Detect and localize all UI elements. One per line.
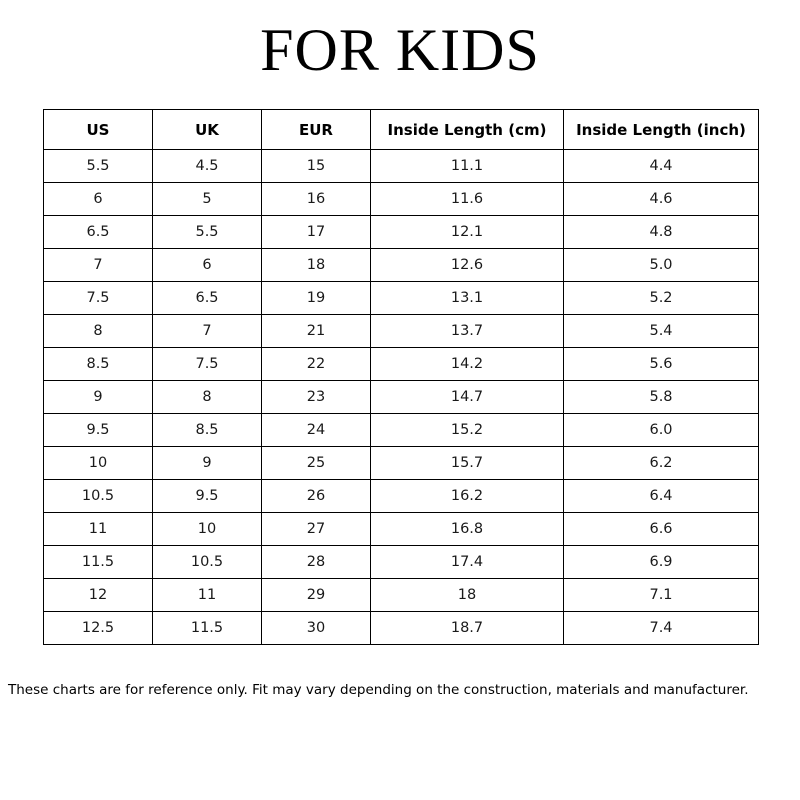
cell-us: 12 — [44, 579, 153, 612]
cell-us: 9 — [44, 381, 153, 414]
cell-uk: 11 — [153, 579, 262, 612]
cell-eur: 16 — [262, 183, 371, 216]
cell-us: 6 — [44, 183, 153, 216]
cell-us: 9.5 — [44, 414, 153, 447]
table-row — [44, 249, 759, 282]
cell-length-inch: 5.8 — [564, 381, 759, 414]
cell-length-cm: 14.7 — [371, 381, 564, 414]
cell-uk: 7 — [153, 315, 262, 348]
size-chart-table — [43, 109, 759, 645]
cell-length-inch: 7.1 — [564, 579, 759, 612]
table-row — [44, 579, 759, 612]
cell-us: 10 — [44, 447, 153, 480]
header-inside-length-cm: Inside Length (cm) — [371, 110, 564, 150]
cell-length-inch: 6.6 — [564, 513, 759, 546]
cell-eur: 22 — [262, 348, 371, 381]
cell-us: 6.5 — [44, 216, 153, 249]
cell-length-inch: 6.9 — [564, 546, 759, 579]
cell-uk: 11.5 — [153, 612, 262, 645]
cell-eur: 26 — [262, 480, 371, 513]
cell-us: 7 — [44, 249, 153, 282]
cell-length-inch: 5.6 — [564, 348, 759, 381]
table-row — [44, 183, 759, 216]
cell-length-cm: 11.1 — [371, 150, 564, 183]
header-us: US — [44, 110, 153, 150]
cell-length-inch: 7.4 — [564, 612, 759, 645]
header-inside-length-inch: Inside Length (inch) — [564, 110, 759, 150]
table-row — [44, 381, 759, 414]
cell-eur: 30 — [262, 612, 371, 645]
cell-length-cm: 13.7 — [371, 315, 564, 348]
cell-length-cm: 11.6 — [371, 183, 564, 216]
cell-us: 7.5 — [44, 282, 153, 315]
cell-length-inch: 5.0 — [564, 249, 759, 282]
cell-uk: 7.5 — [153, 348, 262, 381]
cell-length-inch: 4.6 — [564, 183, 759, 216]
cell-uk: 4.5 — [153, 150, 262, 183]
cell-length-cm: 16.8 — [371, 513, 564, 546]
table-row — [44, 447, 759, 480]
cell-uk: 8 — [153, 381, 262, 414]
cell-length-inch: 4.8 — [564, 216, 759, 249]
cell-eur: 24 — [262, 414, 371, 447]
cell-length-inch: 6.0 — [564, 414, 759, 447]
cell-eur: 29 — [262, 579, 371, 612]
cell-us: 5.5 — [44, 150, 153, 183]
cell-uk: 6 — [153, 249, 262, 282]
table-row — [44, 315, 759, 348]
cell-length-cm: 12.6 — [371, 249, 564, 282]
cell-eur: 25 — [262, 447, 371, 480]
cell-length-inch: 5.2 — [564, 282, 759, 315]
cell-uk: 5 — [153, 183, 262, 216]
cell-length-cm: 14.2 — [371, 348, 564, 381]
cell-eur: 15 — [262, 150, 371, 183]
cell-us: 8 — [44, 315, 153, 348]
table-row — [44, 216, 759, 249]
cell-length-cm: 15.7 — [371, 447, 564, 480]
cell-length-cm: 18 — [371, 579, 564, 612]
cell-eur: 18 — [262, 249, 371, 282]
disclaimer-note: These charts are for reference only. Fit may vary depending on the construction, materials and manufacturer. — [8, 682, 749, 698]
cell-uk: 5.5 — [153, 216, 262, 249]
cell-uk: 9 — [153, 447, 262, 480]
cell-length-cm: 18.7 — [371, 612, 564, 645]
cell-length-inch: 6.2 — [564, 447, 759, 480]
cell-length-inch: 5.4 — [564, 315, 759, 348]
cell-eur: 28 — [262, 546, 371, 579]
cell-length-inch: 6.4 — [564, 480, 759, 513]
table-row — [44, 513, 759, 546]
cell-us: 10.5 — [44, 480, 153, 513]
table-row — [44, 414, 759, 447]
cell-uk: 6.5 — [153, 282, 262, 315]
cell-length-cm: 16.2 — [371, 480, 564, 513]
table-row — [44, 282, 759, 315]
cell-us: 11.5 — [44, 546, 153, 579]
cell-us: 11 — [44, 513, 153, 546]
table-row — [44, 546, 759, 579]
cell-eur: 27 — [262, 513, 371, 546]
cell-uk: 8.5 — [153, 414, 262, 447]
cell-us: 8.5 — [44, 348, 153, 381]
table-row — [44, 480, 759, 513]
table-body — [44, 150, 759, 645]
cell-eur: 23 — [262, 381, 371, 414]
cell-uk: 10.5 — [153, 546, 262, 579]
header-eur: EUR — [262, 110, 371, 150]
cell-eur: 21 — [262, 315, 371, 348]
cell-length-inch: 4.4 — [564, 150, 759, 183]
cell-eur: 19 — [262, 282, 371, 315]
table-row — [44, 612, 759, 645]
table-header-row — [44, 110, 759, 150]
cell-length-cm: 12.1 — [371, 216, 564, 249]
cell-uk: 10 — [153, 513, 262, 546]
cell-uk: 9.5 — [153, 480, 262, 513]
table-row — [44, 150, 759, 183]
cell-eur: 17 — [262, 216, 371, 249]
cell-length-cm: 13.1 — [371, 282, 564, 315]
header-uk: UK — [153, 110, 262, 150]
cell-us: 12.5 — [44, 612, 153, 645]
cell-length-cm: 15.2 — [371, 414, 564, 447]
page-title: FOR KIDS — [260, 17, 540, 83]
cell-length-cm: 17.4 — [371, 546, 564, 579]
table-row — [44, 348, 759, 381]
